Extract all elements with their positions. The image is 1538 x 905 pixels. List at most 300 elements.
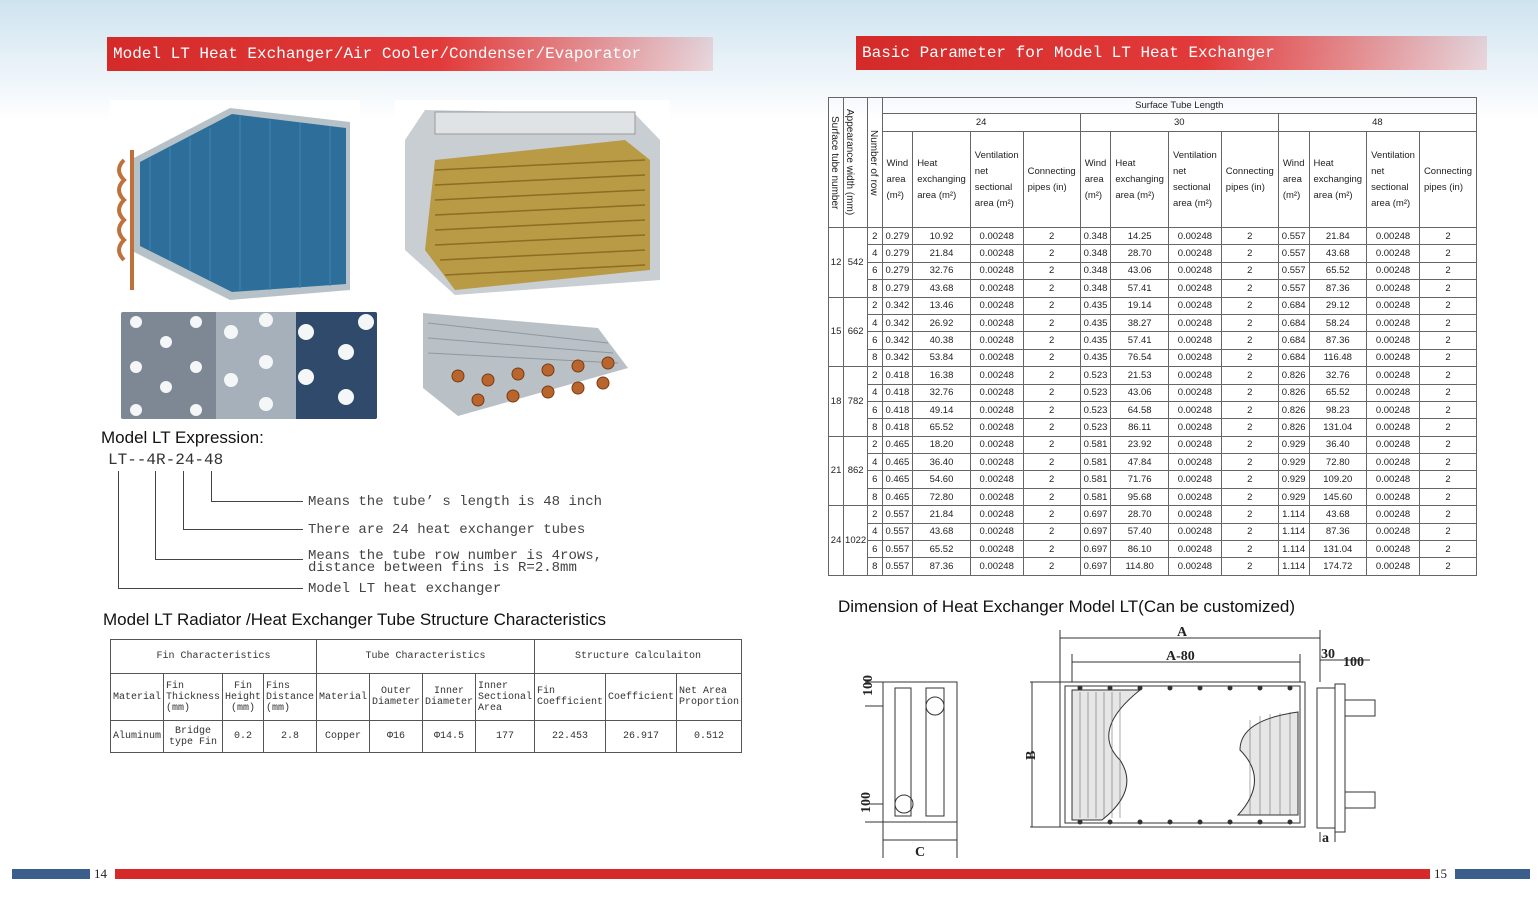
cell-value: 2 [1221, 541, 1278, 558]
cell-tube-number: 21 [829, 436, 844, 506]
header-length-1: 30 [1080, 114, 1278, 132]
cell-value: 0.00248 [1367, 488, 1420, 505]
cell-value: 0.523 [1080, 419, 1111, 436]
cell-value: 0.523 [1080, 384, 1111, 401]
fin-table [110, 639, 742, 753]
cell-value: 2 [1221, 454, 1278, 471]
cell-value: 8 [868, 558, 882, 575]
cell-value: 0.684 [1278, 297, 1309, 314]
data-row [829, 541, 1477, 558]
cell-tube-number: 18 [829, 367, 844, 437]
cell-net-area: 0.512 [677, 721, 742, 753]
leader-4r-h [155, 559, 303, 560]
cell-value: 2 [1419, 558, 1476, 575]
cell-value: 2 [1023, 314, 1080, 331]
cell-value: 0.00248 [970, 367, 1023, 384]
cell-fin-coefficient: 22.453 [535, 721, 606, 753]
cell-value: 43.06 [1111, 262, 1169, 279]
cell-appearance-width: 782 [844, 367, 868, 437]
cell-value: 0.435 [1080, 332, 1111, 349]
group-tube: Tube Characteristics [317, 640, 535, 674]
col-header-0-3: Connecting pipes (in) [1023, 132, 1080, 228]
cell-value: 0.00248 [1168, 314, 1221, 331]
col-header-1-3: Connecting pipes (in) [1221, 132, 1278, 228]
cell-value: 54.60 [913, 471, 971, 488]
cell-value: 0.00248 [1168, 367, 1221, 384]
cell-value: 0.00248 [1367, 245, 1420, 262]
cell-value: 72.80 [913, 488, 971, 505]
header-row-count [868, 98, 882, 228]
cell-value: 0.557 [882, 558, 913, 575]
cell-value: 2 [868, 367, 882, 384]
data-row [829, 367, 1477, 384]
cell-value: 2 [1023, 541, 1080, 558]
cell-value: 43.68 [913, 523, 971, 540]
cell-value: 2 [1221, 436, 1278, 453]
cell-value: 2 [1023, 297, 1080, 314]
cell-value: 32.76 [913, 262, 971, 279]
cell-value: 0.557 [1278, 245, 1309, 262]
cell-value: 0.581 [1080, 454, 1111, 471]
cell-value: 145.60 [1309, 488, 1367, 505]
col-header-0-1: Heat exchanging area (m²) [913, 132, 971, 228]
cell-value: 116.48 [1309, 349, 1367, 366]
cell-value: 87.36 [1309, 523, 1367, 540]
cell-value: 0.00248 [1168, 384, 1221, 401]
cell-value: 114.80 [1111, 558, 1169, 575]
cell-value: 6 [868, 401, 882, 418]
cell-value: 4 [868, 245, 882, 262]
cell-value: 4 [868, 384, 882, 401]
cell-value: 131.04 [1309, 541, 1367, 558]
cell-value: 0.00248 [970, 332, 1023, 349]
cell-value: 2 [1023, 419, 1080, 436]
dim-30: 30 [1321, 647, 1335, 662]
cell-value: 0.00248 [1367, 454, 1420, 471]
cell-value: 0.00248 [1168, 332, 1221, 349]
cell-value: 0.00248 [970, 262, 1023, 279]
cell-value: 0.00248 [1367, 384, 1420, 401]
th-tube-material: Material [317, 674, 370, 721]
cell-value: 0.00248 [1367, 436, 1420, 453]
cell-value: 6 [868, 332, 882, 349]
leader-4r [155, 471, 156, 560]
cell-value: 2 [868, 297, 882, 314]
cell-value: 8 [868, 419, 882, 436]
cell-fin-type: Bridge type Fin [164, 721, 223, 753]
data-row [829, 297, 1477, 314]
page-number-left: 14 [94, 866, 107, 881]
cell-value: 0.00248 [970, 419, 1023, 436]
cell-value: 2 [1419, 367, 1476, 384]
cell-value: 2 [1419, 401, 1476, 418]
cell-value: 0.00248 [1367, 228, 1420, 245]
cell-value: 2 [1419, 262, 1476, 279]
cell-value: 4 [868, 454, 882, 471]
cell-value: 2 [1419, 523, 1476, 540]
col-header-2-2: Ventilation net sectional area (m²) [1367, 132, 1420, 228]
cell-value: 0.00248 [1168, 401, 1221, 418]
cell-value: 2 [1023, 471, 1080, 488]
cell-value: 0.00248 [1367, 314, 1420, 331]
data-row [829, 332, 1477, 349]
data-row [829, 228, 1477, 245]
cell-value: 0.00248 [1367, 541, 1420, 558]
structure-title: Model LT Radiator /Heat Exchanger Tube Structure Characteristics [103, 610, 606, 629]
cell-value: 0.348 [1080, 245, 1111, 262]
cell-value: 2 [1419, 314, 1476, 331]
cell-value: 2 [1419, 332, 1476, 349]
cell-value: 28.70 [1111, 245, 1169, 262]
cell-value: 71.76 [1111, 471, 1169, 488]
cell-value: 65.52 [1309, 262, 1367, 279]
fin-closeup-photo [121, 312, 377, 419]
cell-material: Aluminum [111, 721, 164, 753]
header-tube-number-text: Surface tube number [829, 115, 840, 210]
cell-value: 95.68 [1111, 488, 1169, 505]
cell-tube-number: 15 [829, 297, 844, 367]
dim-100-right: 100 [1343, 655, 1364, 670]
data-row [829, 314, 1477, 331]
cell-value: 26.92 [913, 314, 971, 331]
cell-value: 0.00248 [970, 436, 1023, 453]
cell-value: 131.04 [1309, 419, 1367, 436]
cell-value: 86.10 [1111, 541, 1169, 558]
th-fin-height: Fin Height (mm) [223, 674, 264, 721]
cell-value: 87.36 [1309, 332, 1367, 349]
cell-value: 0.684 [1278, 349, 1309, 366]
cell-value: 2 [1419, 245, 1476, 262]
cell-value: 0.342 [882, 332, 913, 349]
data-row [829, 419, 1477, 436]
cell-appearance-width: 1022 [844, 506, 868, 576]
cell-value: 1.114 [1278, 541, 1309, 558]
cell-value: 2 [1023, 332, 1080, 349]
header-length-2: 48 [1278, 114, 1476, 132]
cell-value: 64.58 [1111, 401, 1169, 418]
data-row [829, 436, 1477, 453]
cell-value: 0.00248 [1367, 262, 1420, 279]
cell-value: 2 [1419, 436, 1476, 453]
cell-value: 0.581 [1080, 471, 1111, 488]
cell-value: 0.00248 [970, 541, 1023, 558]
header-row-1 [829, 98, 1477, 114]
header-appearance-width [844, 98, 868, 228]
cell-value: 86.11 [1111, 419, 1169, 436]
cell-value: 38.27 [1111, 314, 1169, 331]
cell-value: 0.557 [882, 506, 913, 523]
cell-value: 49.14 [913, 401, 971, 418]
data-row [829, 454, 1477, 471]
cell-value: 2 [1023, 558, 1080, 575]
cell-value: 14.25 [1111, 228, 1169, 245]
cell-value: 0.826 [1278, 401, 1309, 418]
cell-value: 0.00248 [1168, 228, 1221, 245]
data-row [829, 506, 1477, 523]
dim-100-top: 100 [861, 675, 876, 696]
cell-value: 0.00248 [1168, 419, 1221, 436]
cell-value: 0.826 [1278, 384, 1309, 401]
cell-tube-number: 12 [829, 228, 844, 298]
cell-value: 2 [1221, 332, 1278, 349]
legend-model: Model LT heat exchanger [308, 581, 502, 597]
cell-value: 72.80 [1309, 454, 1367, 471]
cell-value: 0.00248 [1168, 280, 1221, 297]
cell-value: 2 [1023, 506, 1080, 523]
cell-value: 0.00248 [1168, 488, 1221, 505]
cell-value: 2 [1023, 262, 1080, 279]
data-row [829, 262, 1477, 279]
page-number-right: 15 [1434, 866, 1447, 881]
header-tube-number [829, 98, 844, 228]
heat-exchanger-photo-blue [110, 100, 360, 300]
cell-value: 0.00248 [1168, 558, 1221, 575]
cell-value: 0.557 [1278, 262, 1309, 279]
cell-value: 0.00248 [970, 523, 1023, 540]
leader-lt-h [118, 588, 303, 589]
group-structure: Structure Calculaiton [535, 640, 742, 674]
cell-value: 29.12 [1309, 297, 1367, 314]
cell-value: 2 [1023, 401, 1080, 418]
cell-value: 0.826 [1278, 367, 1309, 384]
header-surface-tube-length: Surface Tube Length [882, 98, 1476, 114]
expression-code: LT--4R-24-48 [108, 451, 224, 469]
th-net-area: Net Area Proportion [677, 674, 742, 721]
cell-value: 8 [868, 280, 882, 297]
cell-value: 23.92 [1111, 436, 1169, 453]
cell-value: 6 [868, 471, 882, 488]
data-row [829, 401, 1477, 418]
leader-48 [211, 471, 212, 502]
cell-value: 76.54 [1111, 349, 1169, 366]
header-row-3 [829, 132, 1477, 228]
cell-value: 2 [1221, 558, 1278, 575]
cell-value: 2 [1419, 506, 1476, 523]
cell-value: 2 [1023, 384, 1080, 401]
leader-24-h [183, 529, 303, 530]
cell-value: 0.00248 [1168, 349, 1221, 366]
cell-value: 0.557 [1278, 280, 1309, 297]
tube-ends-photo [418, 308, 633, 420]
cell-value: 98.23 [1309, 401, 1367, 418]
cell-value: 2 [1221, 506, 1278, 523]
cell-value: 36.40 [1309, 436, 1367, 453]
cell-value: 0.00248 [970, 558, 1023, 575]
cell-value: 40.38 [913, 332, 971, 349]
cell-value: 21.84 [913, 506, 971, 523]
cell-value: 57.40 [1111, 523, 1169, 540]
cell-value: 2 [1023, 245, 1080, 262]
legend-length: Means the tube’ s length is 48 inch [308, 494, 603, 510]
cell-value: 0.435 [1080, 349, 1111, 366]
cell-value: 2 [1419, 471, 1476, 488]
cell-value: 65.52 [1309, 384, 1367, 401]
cell-value: 0.697 [1080, 558, 1111, 575]
cell-value: 0.465 [882, 488, 913, 505]
cell-value: 2 [1221, 471, 1278, 488]
cell-coefficient: 26.917 [606, 721, 677, 753]
header-row-count-text: Number of row [868, 129, 880, 196]
data-row [829, 488, 1477, 505]
footer-bar-left-blue [12, 869, 90, 879]
cell-value: 0.418 [882, 367, 913, 384]
cell-value: 0.00248 [1168, 454, 1221, 471]
cell-value: 0.929 [1278, 436, 1309, 453]
heat-exchanger-photo-gold [395, 100, 670, 300]
cell-value: 0.581 [1080, 436, 1111, 453]
cell-value: 2 [1221, 523, 1278, 540]
header-appearance-width-text: Appearance width (mm) [844, 109, 856, 216]
cell-value: 2 [1023, 280, 1080, 297]
cell-value: 87.36 [913, 558, 971, 575]
expression-title: Model LT Expression: [101, 428, 264, 447]
cell-value: 2 [1221, 367, 1278, 384]
th-outer-diameter: Outer Diameter [370, 674, 423, 721]
cell-value: 1.114 [1278, 506, 1309, 523]
cell-value: 2 [1419, 454, 1476, 471]
cell-value: 2 [1221, 228, 1278, 245]
cell-value: 174.72 [1309, 558, 1367, 575]
leader-48-h [211, 501, 303, 502]
cell-value: 0.418 [882, 401, 913, 418]
cell-value: 1.114 [1278, 523, 1309, 540]
right-banner: Basic Parameter for Model LT Heat Exchanger [856, 36, 1487, 70]
legend-rows: Means the tube row number is 4rows, [308, 548, 603, 564]
col-header-1-0: Wind area (m²) [1080, 132, 1111, 228]
cell-inner-diameter: Φ14.5 [423, 721, 476, 753]
cell-value: 0.00248 [1367, 419, 1420, 436]
cell-value: 43.68 [913, 280, 971, 297]
cell-value: 2 [1419, 280, 1476, 297]
col-header-0-2: Ventilation net sectional area (m²) [970, 132, 1023, 228]
cell-value: 57.41 [1111, 332, 1169, 349]
cell-appearance-width: 542 [844, 228, 868, 298]
cell-value: 2 [1023, 523, 1080, 540]
cell-value: 0.342 [882, 297, 913, 314]
cell-value: 32.76 [913, 384, 971, 401]
cell-value: 0.00248 [1367, 297, 1420, 314]
cell-value: 0.00248 [970, 245, 1023, 262]
cell-value: 0.279 [882, 280, 913, 297]
cell-value: 0.00248 [1168, 506, 1221, 523]
header-length-0: 24 [882, 114, 1080, 132]
dim-a80: A-80 [1166, 649, 1195, 664]
cell-value: 2 [868, 506, 882, 523]
cell-value: 43.68 [1309, 245, 1367, 262]
cell-value: 43.68 [1309, 506, 1367, 523]
cell-value: 21.53 [1111, 367, 1169, 384]
cell-value: 0.581 [1080, 488, 1111, 505]
cell-value: 0.418 [882, 419, 913, 436]
cell-value: 0.00248 [970, 349, 1023, 366]
cell-value: 0.557 [882, 541, 913, 558]
cell-value: 2 [1221, 401, 1278, 418]
legend-tubes: There are 24 heat exchanger tubes [308, 522, 586, 538]
cell-value: 0.435 [1080, 314, 1111, 331]
dim-c: C [915, 845, 926, 860]
cell-value: 0.348 [1080, 228, 1111, 245]
cell-value: 47.84 [1111, 454, 1169, 471]
cell-value: 58.24 [1309, 314, 1367, 331]
col-header-2-0: Wind area (m²) [1278, 132, 1309, 228]
cell-value: 10.92 [913, 228, 971, 245]
cell-value: 0.00248 [970, 314, 1023, 331]
cell-value: 0.697 [1080, 541, 1111, 558]
cell-value: 2 [1023, 454, 1080, 471]
cell-value: 2 [1419, 419, 1476, 436]
th-inner-diameter: Inner Diameter [423, 674, 476, 721]
cell-value: 0.523 [1080, 401, 1111, 418]
cell-value: 18.20 [913, 436, 971, 453]
cell-value: 0.00248 [970, 401, 1023, 418]
cell-value: 0.00248 [1367, 506, 1420, 523]
cell-value: 0.342 [882, 349, 913, 366]
th-inner-area: Inner Sectional Area [476, 674, 535, 721]
dim-b: B [1024, 750, 1039, 760]
data-row [829, 349, 1477, 366]
cell-value: 0.00248 [1367, 367, 1420, 384]
cell-value: 0.00248 [1168, 297, 1221, 314]
cell-value: 0.00248 [1168, 471, 1221, 488]
cell-value: 2 [1023, 436, 1080, 453]
cell-value: 0.348 [1080, 262, 1111, 279]
cell-value: 2 [1221, 245, 1278, 262]
cell-value: 0.00248 [970, 297, 1023, 314]
cell-value: 0.00248 [1367, 471, 1420, 488]
cell-value: 2 [1221, 384, 1278, 401]
cell-value: 0.00248 [1367, 523, 1420, 540]
cell-value: 21.84 [913, 245, 971, 262]
cell-value: 0.279 [882, 262, 913, 279]
cell-value: 0.00248 [1168, 541, 1221, 558]
cell-value: 0.00248 [970, 280, 1023, 297]
cell-value: 0.279 [882, 228, 913, 245]
col-header-1-1: Heat exchanging area (m²) [1111, 132, 1169, 228]
cell-value: 0.00248 [970, 488, 1023, 505]
cell-value: 0.697 [1080, 506, 1111, 523]
cell-value: 2 [1221, 280, 1278, 297]
col-header-2-1: Heat exchanging area (m²) [1309, 132, 1367, 228]
cell-value: 0.465 [882, 454, 913, 471]
cell-value: 1.114 [1278, 558, 1309, 575]
cell-inner-area: 177 [476, 721, 535, 753]
cell-value: 0.929 [1278, 488, 1309, 505]
cell-value: 28.70 [1111, 506, 1169, 523]
cell-value: 2 [1023, 349, 1080, 366]
cell-value: 4 [868, 523, 882, 540]
cell-value: 43.06 [1111, 384, 1169, 401]
data-row [829, 471, 1477, 488]
cell-value: 2 [1221, 314, 1278, 331]
cell-value: 0.00248 [1367, 280, 1420, 297]
th-coefficient: Coefficient [606, 674, 677, 721]
cell-fin-thickness: 0.2 [223, 721, 264, 753]
cell-value: 0.00248 [970, 384, 1023, 401]
th-fin-thickness: Fin Thickness (mm) [164, 674, 223, 721]
cell-value: 32.76 [1309, 367, 1367, 384]
cell-value: 13.46 [913, 297, 971, 314]
cell-value: 53.84 [913, 349, 971, 366]
cell-value: 0.342 [882, 314, 913, 331]
cell-fins-distance: 2.8 [264, 721, 317, 753]
parameter-table [828, 97, 1477, 576]
cell-value: 0.348 [1080, 280, 1111, 297]
cell-value: 2 [1221, 488, 1278, 505]
cell-value: 0.00248 [970, 228, 1023, 245]
leader-24 [183, 471, 184, 530]
cell-value: 0.557 [882, 523, 913, 540]
cell-value: 0.418 [882, 384, 913, 401]
